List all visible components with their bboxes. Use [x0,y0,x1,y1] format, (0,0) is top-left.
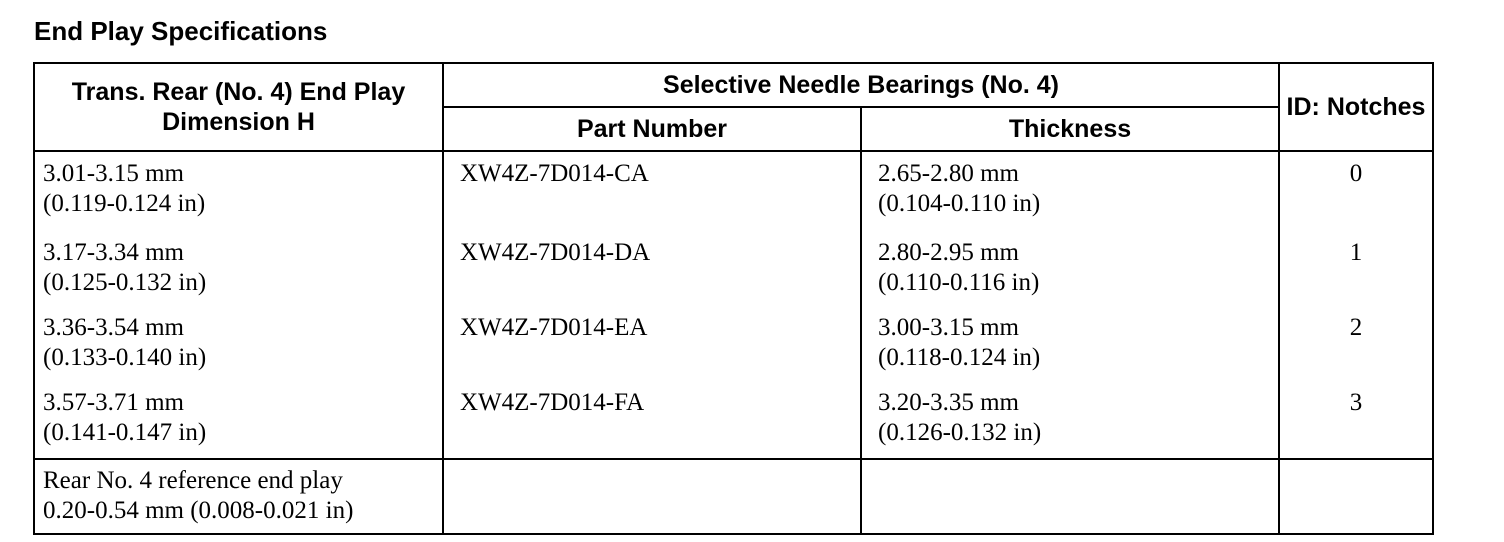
dimension-in: (0.125-0.132 in) [43,269,207,296]
thickness-mm: 3.20-3.35 mm [878,389,1019,416]
cell-dimension [34,231,443,306]
cell-empty [443,459,861,534]
header-dimension-line: Dimension H [162,108,315,136]
thickness-in: (0.126-0.132 in) [878,419,1042,446]
thickness-mm: 3.00-3.15 mm [878,314,1019,341]
cell-notches: 0 [1279,151,1433,231]
table-row [34,231,1433,306]
header-notches-line: Notches [1326,93,1426,121]
header-part-number: Part Number [443,107,861,151]
cell-dimension [34,306,443,381]
cell-thickness [861,306,1279,381]
cell-dimension [34,151,443,231]
dimension-in: (0.119-0.124 in) [43,190,206,217]
cell-part-number: XW4Z-7D014-EA [443,306,861,381]
cell-reference-end-play [34,459,443,534]
header-dimension-h [34,63,443,151]
thickness-mm: 2.65-2.80 mm [878,160,1019,187]
cell-empty [1279,459,1433,534]
end-play-specifications-table [33,62,1434,535]
thickness-in: (0.110-0.116 in) [878,269,1040,296]
cell-notches: 3 [1279,381,1433,459]
cell-thickness [861,231,1279,306]
header-id-line: ID: [1286,93,1320,121]
thickness-mm: 2.80-2.95 mm [878,239,1019,266]
cell-part-number: XW4Z-7D014-DA [443,231,861,306]
header-selective-needle-bearings: Selective Needle Bearings (No. 4) [443,63,1279,107]
table-row [34,381,1433,459]
dimension-in: (0.141-0.147 in) [43,419,207,446]
table-row [34,151,1433,231]
cell-empty [861,459,1279,534]
header-dimension-line: Trans. Rear (No. 4) End Play [71,78,406,106]
dimension-mm: 3.57-3.71 mm [43,389,184,416]
page-title: End Play Specifications [34,16,328,46]
cell-thickness [861,381,1279,459]
cell-notches: 1 [1279,231,1433,306]
dimension-mm: 3.01-3.15 mm [43,160,184,187]
thickness-in: (0.118-0.124 in) [878,344,1041,371]
cell-dimension [34,381,443,459]
table-row [34,306,1433,381]
reference-label: Rear No. 4 reference end play [43,467,343,494]
thickness-in: (0.104-0.110 in) [878,190,1041,217]
cell-part-number: XW4Z-7D014-CA [443,151,861,231]
reference-value: 0.20-0.54 mm (0.008-0.021 in) [43,497,354,524]
dimension-mm: 3.36-3.54 mm [43,314,184,341]
cell-thickness [861,151,1279,231]
cell-notches: 2 [1279,306,1433,381]
header-thickness: Thickness [861,107,1279,151]
dimension-mm: 3.17-3.34 mm [43,239,184,266]
header-id-notches [1279,63,1433,151]
reference-row [34,459,1433,534]
cell-part-number: XW4Z-7D014-FA [443,381,861,459]
dimension-in: (0.133-0.140 in) [43,344,207,371]
